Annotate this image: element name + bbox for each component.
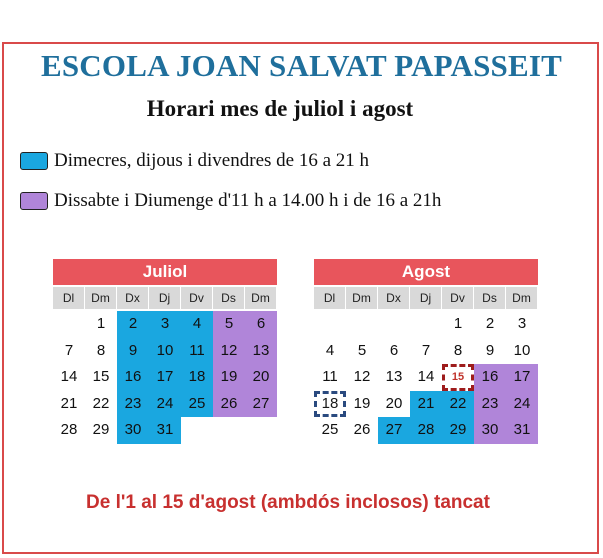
calendar-day-empty	[53, 311, 85, 338]
weekday-header: Dm	[346, 287, 378, 309]
calendar-day: 28	[410, 417, 442, 444]
calendar-day: 25	[321, 421, 339, 438]
weekday-header: Dm	[506, 287, 538, 309]
closure-notice: De l'1 al 15 d'agost (ambdós inclosos) tancat	[86, 492, 490, 513]
weekday-header: Ds	[474, 287, 506, 309]
calendar-day: 1	[453, 315, 463, 332]
legend-text: Dissabte i Diumenge d'11 h a 14.00 h i de 16 a 21h	[54, 190, 442, 211]
calendar-week	[53, 417, 277, 444]
calendar-day: 16	[474, 364, 506, 391]
calendar-day: 10	[513, 341, 531, 359]
calendar-day: 2	[117, 311, 149, 338]
calendar-day-empty	[245, 417, 277, 444]
calendar-day: 4	[325, 341, 335, 359]
calendar-week	[314, 417, 538, 444]
calendar-week	[53, 364, 277, 391]
calendar-week	[53, 311, 277, 338]
calendar-day: 23	[474, 391, 506, 418]
schedule-subtitle: Horari mes de juliol i agost	[146, 96, 414, 121]
calendar-grid	[53, 311, 277, 444]
calendar-day: 8	[453, 341, 463, 359]
calendar-day: 28	[60, 421, 78, 438]
calendar-day: 18	[314, 391, 346, 418]
weekday-header-row	[53, 287, 277, 309]
calendar-day: 29	[92, 421, 110, 438]
weekday-header: Dm	[85, 287, 117, 309]
calendar-day: 25	[181, 391, 213, 418]
calendar-day: 18	[181, 364, 213, 391]
calendar-day-empty	[314, 311, 346, 338]
calendar-day: 19	[213, 364, 245, 391]
calendar-day: 22	[442, 391, 474, 418]
calendar-day: 9	[485, 341, 495, 359]
calendar-day: 24	[506, 391, 538, 418]
calendar-day: 7	[64, 341, 74, 359]
school-name: ESCOLA JOAN SALVAT PAPASSEIT	[40, 48, 562, 83]
legend-item-weekend	[20, 190, 441, 212]
calendar-week	[314, 364, 538, 391]
calendar-day: 12	[353, 368, 371, 385]
weekday-header: Ds	[213, 287, 245, 309]
calendar-day: 10	[149, 338, 181, 365]
calendar-day: 20	[385, 394, 403, 412]
calendar-day: 17	[149, 364, 181, 391]
weekday-header: Dl	[314, 287, 346, 309]
calendar-agost	[314, 259, 538, 444]
weekday-header: Dv	[442, 287, 474, 309]
weekday-header: Dx	[117, 287, 149, 309]
calendar-day: 26	[213, 391, 245, 418]
calendar-day: 27	[245, 391, 277, 418]
calendar-day: 27	[378, 417, 410, 444]
calendar-day: 19	[353, 394, 371, 412]
calendar-day: 12	[213, 338, 245, 365]
calendar-day-empty	[346, 311, 378, 338]
calendar-day: 5	[213, 311, 245, 338]
weekday-header-row	[314, 287, 538, 309]
calendar-grid	[314, 311, 538, 444]
calendar-day: 13	[385, 368, 403, 385]
calendar-day-empty	[378, 311, 410, 338]
calendar-day-empty	[181, 417, 213, 444]
calendar-day: 29	[442, 417, 474, 444]
calendar-day: 5	[357, 341, 367, 359]
calendar-day: 22	[92, 394, 110, 412]
calendar-week	[314, 311, 538, 338]
legend-item-weekday	[20, 150, 369, 172]
calendar-day: 2	[485, 315, 495, 332]
weekday-header: Dv	[181, 287, 213, 309]
weekday-header: Dj	[410, 287, 442, 309]
calendar-day: 17	[506, 364, 538, 391]
calendar-day: 26	[353, 421, 371, 438]
calendar-day: 11	[322, 368, 338, 385]
calendar-day: 9	[117, 338, 149, 365]
calendar-day: 7	[421, 341, 431, 359]
calendar-day: 31	[506, 417, 538, 444]
calendar-day: 21	[410, 391, 442, 418]
calendar-day: 3	[517, 315, 527, 332]
calendar-day: 30	[117, 417, 149, 444]
calendar-week	[314, 391, 538, 418]
legend-text: Dimecres, dijous i divendres de 16 a 21 h	[54, 150, 370, 171]
calendar-day: 21	[60, 394, 78, 412]
calendar-day: 4	[181, 311, 213, 338]
calendar-juliol	[53, 259, 277, 444]
calendar-month-title: Agost	[314, 259, 538, 285]
calendar-day: 6	[245, 311, 277, 338]
calendar-day: 11	[181, 338, 213, 365]
calendar-week	[53, 338, 277, 365]
weekday-header: Dm	[245, 287, 277, 309]
calendar-day-empty	[213, 417, 245, 444]
calendar-day: 24	[149, 391, 181, 418]
weekday-header: Dl	[53, 287, 85, 309]
calendar-day: 15	[92, 368, 110, 385]
calendar-day: 30	[474, 417, 506, 444]
calendar-day: 14	[417, 368, 435, 385]
calendar-week	[53, 391, 277, 418]
legend-swatch-blue	[20, 152, 48, 170]
weekday-header: Dx	[378, 287, 410, 309]
calendar-day: 8	[96, 341, 106, 359]
calendar-month-title: Juliol	[53, 259, 277, 285]
calendar-day: 1	[96, 315, 106, 332]
calendar-day: 14	[60, 368, 78, 385]
legend-swatch-purple	[20, 192, 48, 210]
calendar-day: 3	[149, 311, 181, 338]
calendar-day: 23	[117, 391, 149, 418]
calendar-day: 13	[245, 338, 277, 365]
calendar-week	[314, 338, 538, 365]
calendar-day: 16	[117, 364, 149, 391]
calendar-day: 31	[149, 417, 181, 444]
calendar-day: 20	[245, 364, 277, 391]
calendar-day-empty	[410, 311, 442, 338]
weekday-header: Dj	[149, 287, 181, 309]
calendar-day: 15	[442, 364, 474, 391]
calendar-day: 6	[389, 341, 399, 359]
